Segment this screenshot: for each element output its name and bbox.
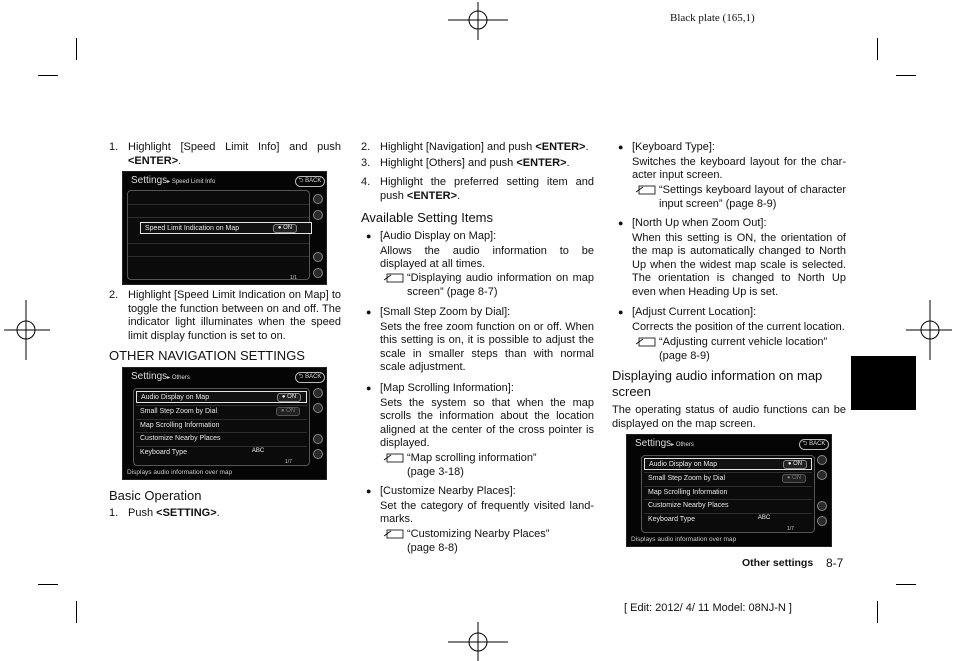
audio-info-heading: Displaying audio information on map screen bbox=[612, 368, 823, 399]
crop-mark bbox=[877, 601, 878, 623]
on-indicator: ● ON bbox=[277, 393, 301, 402]
list-item bbox=[128, 256, 309, 268]
scroll-up-icon[interactable] bbox=[313, 194, 323, 204]
section-heading: OTHER NAVIGATION SETTINGS bbox=[109, 348, 305, 363]
scroll-up-icon[interactable] bbox=[817, 470, 827, 480]
footer-section-title: Other settings bbox=[742, 557, 814, 569]
keyboard-type-item[interactable]: Keyboard Type ABC bbox=[136, 446, 307, 458]
reference-icon bbox=[383, 528, 405, 540]
audio-display-on-map-toggle[interactable]: Audio Display on Map ● ON bbox=[644, 458, 812, 470]
map-scrolling-information-item[interactable]: Map Scrolling Information bbox=[136, 419, 307, 431]
crop-mark bbox=[877, 38, 878, 60]
ref-keyboard-type: “Settings keyboard layout of character input screen” (page 8-9) bbox=[659, 184, 846, 211]
registration-mark-top bbox=[448, 2, 508, 42]
screen-title: Settings▸ Others bbox=[131, 371, 190, 382]
reference-icon bbox=[635, 184, 657, 196]
bullet-icon: ● bbox=[618, 307, 624, 317]
ref-adjust-location: “Adjusting current vehicle location” (page 8-9) bbox=[659, 336, 839, 363]
bullet-icon: ● bbox=[366, 383, 372, 393]
list-item bbox=[128, 204, 309, 216]
on-indicator: ● ON bbox=[273, 224, 297, 233]
bullet-icon: ● bbox=[618, 218, 624, 228]
scroll-up-icon[interactable] bbox=[817, 455, 827, 465]
settings-panel bbox=[133, 388, 310, 466]
item-north-up: ● [North Up when Zoom Out]: When this setting is ON, the orientation of the map is automatically changed to North Up when the widest map scale is selected. The orientation is changed to North Up even when Heading Up is set. bbox=[618, 217, 846, 298]
screen-footer: Displays audio information over map bbox=[127, 469, 233, 476]
bullet-icon: ● bbox=[618, 142, 624, 152]
crop-mark bbox=[38, 75, 58, 76]
crop-mark bbox=[38, 584, 58, 585]
page-number: 8-7 bbox=[826, 556, 844, 570]
scroll-up-icon[interactable] bbox=[313, 210, 323, 220]
on-indicator: ● ON bbox=[276, 407, 300, 416]
plate-label: Black plate (165,1) bbox=[670, 12, 755, 24]
back-button[interactable]: ⮌ BACK bbox=[295, 372, 325, 383]
screen-others-audio bbox=[626, 434, 832, 547]
audio-info-body: The operating status of audio functions can be displayed on the map screen. bbox=[612, 404, 846, 430]
keyboard-type-value: ABC bbox=[757, 515, 771, 521]
ref-customize-nearby: “Customizing Nearby Places” (page 8-8) bbox=[407, 528, 567, 555]
step-2-navigation: 2. Highlight [Navigation] and push <ENTER>. bbox=[361, 141, 589, 153]
settings-panel bbox=[641, 455, 815, 533]
speed-limit-indication-toggle[interactable]: Speed Limit Indication on Map ● ON bbox=[140, 222, 312, 234]
small-step-zoom-toggle[interactable]: Small Step Zoom by Dial ● ON bbox=[136, 405, 307, 417]
crop-mark bbox=[896, 75, 916, 76]
scroll-up-icon[interactable] bbox=[313, 388, 323, 398]
keyboard-type-value: ABC bbox=[251, 448, 265, 454]
registration-mark-left bbox=[2, 300, 50, 360]
bullet-icon: ● bbox=[366, 486, 372, 496]
basic-step-1: 1. Push <SETTING>. bbox=[109, 507, 220, 519]
audio-display-on-map-toggle[interactable]: Audio Display on Map ● ON bbox=[136, 391, 307, 403]
scroll-down-icon[interactable] bbox=[313, 268, 323, 278]
reference-icon bbox=[383, 452, 405, 464]
screen-title: Settings▸ Others bbox=[635, 438, 694, 449]
crop-mark bbox=[76, 601, 77, 623]
back-button[interactable]: ⮌ BACK bbox=[799, 439, 829, 450]
list-item bbox=[128, 243, 309, 255]
scroll-up-icon[interactable] bbox=[313, 403, 323, 413]
customize-nearby-places-item[interactable]: Customize Nearby Places bbox=[644, 499, 812, 511]
page-indicator: 1/1 bbox=[290, 275, 297, 281]
scroll-down-icon[interactable] bbox=[817, 516, 827, 526]
customize-nearby-places-item[interactable]: Customize Nearby Places bbox=[136, 432, 307, 444]
scroll-down-icon[interactable] bbox=[817, 501, 827, 511]
step-4-preferred: 4. Highlight the preferred setting item and push <ENTER>. bbox=[361, 176, 594, 202]
ref-map-scrolling: “Map scrolling information” (page 3-18) bbox=[407, 452, 557, 479]
bullet-icon: ● bbox=[366, 307, 372, 317]
on-indicator: ● ON bbox=[783, 460, 807, 469]
screen-others bbox=[122, 367, 327, 480]
screen-speed-limit-info bbox=[122, 171, 327, 285]
item-small-step-zoom: ● [Small Step Zoom by Dial]: Sets the free zoom function on or off. When this setting is on, it is possible to adjust the scale in smaller steps than with normal scale adjustment. bbox=[366, 306, 594, 374]
screen-title: Settings▸ Speed Limit Info bbox=[131, 175, 216, 186]
scroll-down-icon[interactable] bbox=[313, 449, 323, 459]
item-audio-display: ● [Audio Display on Map]: Allows the audio information to be displayed at all times. bbox=[366, 230, 594, 271]
item-customize-nearby: ● [Customize Nearby Places]: Set the category of frequently visited land- marks. bbox=[366, 485, 594, 526]
item-keyboard-type: ● [Keyboard Type]: Switches the keyboard layout for the char- acter input screen. bbox=[618, 141, 846, 182]
map-scrolling-information-item[interactable]: Map Scrolling Information bbox=[644, 486, 812, 498]
bullet-icon: ● bbox=[366, 231, 372, 241]
back-button[interactable]: ⮌ BACK bbox=[295, 176, 325, 187]
registration-mark-bottom bbox=[448, 620, 508, 661]
item-map-scrolling: ● [Map Scrolling Information]: Sets the system so that when the map scrolls the information about the location aligned at the center of the cross pointer is displayed. bbox=[366, 382, 594, 450]
settings-panel bbox=[127, 190, 310, 280]
step-2-toggle: 2. Highlight [Speed Limit Indication on Map] to toggle the function between on and off. The indicator light illuminates when the speed limit display function is set to on. bbox=[109, 289, 341, 342]
crop-mark bbox=[896, 584, 916, 585]
page-indicator: 1/7 bbox=[285, 459, 292, 465]
ref-audio-display: “Displaying audio information on map screen” (page 8-7) bbox=[407, 272, 594, 299]
reference-icon bbox=[635, 336, 657, 348]
keyboard-type-item[interactable]: Keyboard Type ABC bbox=[644, 513, 812, 525]
available-items-heading: Available Setting Items bbox=[361, 210, 493, 225]
crop-mark bbox=[76, 38, 77, 60]
scroll-down-icon[interactable] bbox=[313, 252, 323, 262]
reference-icon bbox=[383, 272, 405, 284]
item-adjust-location: ● [Adjust Current Location]: Corrects the position of the current location. bbox=[618, 306, 845, 333]
basic-operation-heading: Basic Operation bbox=[109, 488, 202, 503]
page-indicator: 1/7 bbox=[787, 526, 794, 532]
step-1-speed-limit: 1. Highlight [Speed Limit Info] and push <ENTER>. bbox=[109, 141, 341, 167]
edit-info: [ Edit: 2012/ 4/ 11 Model: 08NJ-N ] bbox=[624, 602, 792, 614]
screen-footer: Displays audio information over map bbox=[631, 536, 737, 543]
chapter-tab bbox=[851, 356, 916, 410]
scroll-down-icon[interactable] bbox=[313, 434, 323, 444]
registration-mark-right bbox=[906, 300, 954, 360]
small-step-zoom-toggle[interactable]: Small Step Zoom by Dial ● ON bbox=[644, 472, 812, 484]
step-3-others: 3. Highlight [Others] and push <ENTER>. bbox=[361, 157, 570, 169]
on-indicator: ● ON bbox=[782, 474, 806, 483]
